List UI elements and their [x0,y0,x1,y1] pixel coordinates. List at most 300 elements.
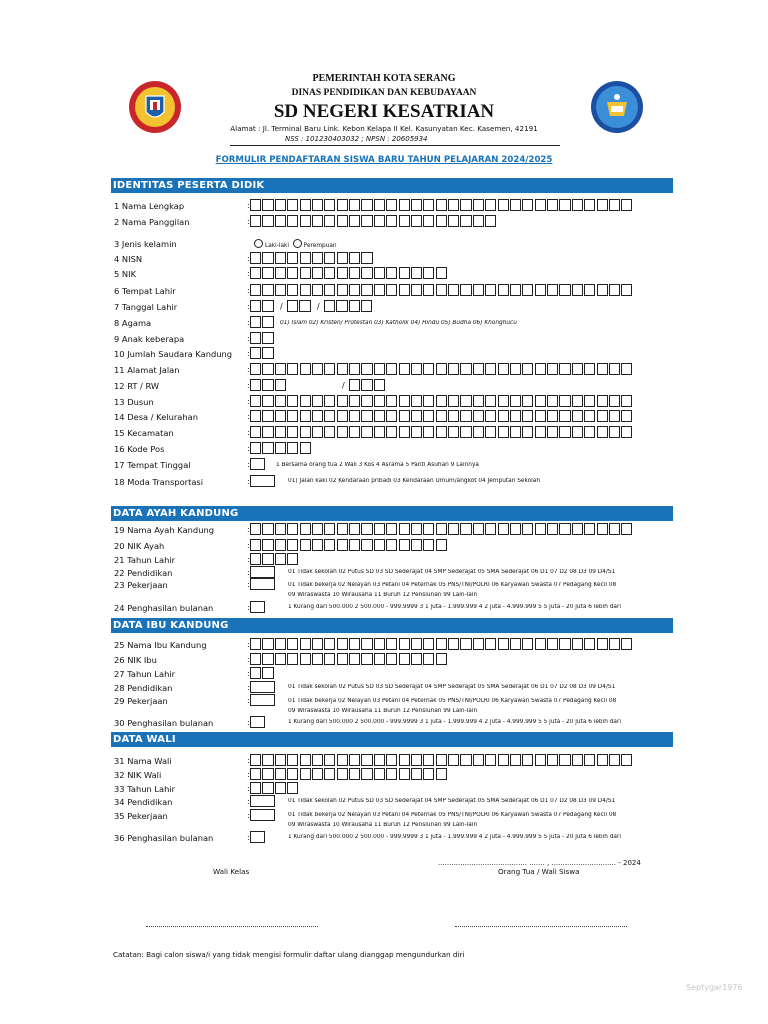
char-box[interactable] [262,332,273,344]
char-box[interactable] [473,426,484,438]
char-box[interactable] [361,539,372,551]
char-box[interactable] [312,267,323,279]
char-box[interactable] [349,638,360,650]
char-box[interactable] [275,426,286,438]
char-box[interactable] [324,252,335,264]
char-box[interactable] [337,284,348,296]
char-box[interactable] [399,523,410,535]
char-box[interactable] [374,638,385,650]
char-box[interactable] [349,199,360,211]
char-box[interactable] [386,410,397,422]
char-box[interactable] [300,363,311,375]
char-box[interactable] [473,363,484,375]
char-box[interactable] [312,363,323,375]
char-box[interactable] [250,284,261,296]
char-box[interactable] [312,215,323,227]
char-box[interactable] [300,426,311,438]
char-box[interactable] [300,754,311,766]
char-box[interactable] [275,284,286,296]
char-box[interactable] [374,215,385,227]
char-box[interactable] [535,199,546,211]
student-input-5[interactable] [250,267,448,279]
char-box[interactable] [423,215,434,227]
char-box[interactable] [584,199,595,211]
char-box[interactable] [436,523,447,535]
char-box[interactable] [250,523,261,535]
char-box[interactable] [547,523,558,535]
student-input-8[interactable] [250,316,275,328]
char-box[interactable] [275,267,286,279]
char-box[interactable] [287,426,298,438]
char-box[interactable] [349,539,360,551]
char-box[interactable] [547,426,558,438]
guardian-input-4[interactable] [250,795,275,807]
char-box[interactable] [584,754,595,766]
char-box[interactable] [324,653,335,665]
char-box[interactable] [485,754,496,766]
char-box[interactable] [361,754,372,766]
char-box[interactable] [275,410,286,422]
student-input-13[interactable] [250,395,634,407]
char-box[interactable] [547,754,558,766]
char-box[interactable] [597,638,608,650]
char-box[interactable] [411,638,422,650]
mother-input-5[interactable] [250,694,275,706]
char-box[interactable] [287,553,298,565]
char-box[interactable] [262,782,273,794]
char-box[interactable] [250,410,261,422]
student-input-18[interactable] [250,475,275,487]
char-box[interactable] [436,363,447,375]
char-box[interactable] [386,215,397,227]
char-box[interactable] [250,215,261,227]
char-box[interactable] [473,215,484,227]
char-box[interactable] [337,267,348,279]
char-box[interactable] [436,199,447,211]
char-box[interactable] [584,395,595,407]
char-box[interactable] [287,539,298,551]
char-box[interactable] [436,215,447,227]
guardian-input-1[interactable] [250,754,634,766]
char-box[interactable] [299,300,310,312]
student-input-7-year[interactable] [324,300,374,312]
mother-input-2[interactable] [250,653,448,665]
char-box[interactable] [312,410,323,422]
char-box[interactable] [510,284,521,296]
char-box[interactable] [324,410,335,422]
char-box[interactable] [386,284,397,296]
char-box[interactable] [287,782,298,794]
char-box[interactable] [597,754,608,766]
char-box[interactable] [386,199,397,211]
char-box[interactable] [436,539,447,551]
char-box[interactable] [324,284,335,296]
char-box[interactable] [399,267,410,279]
char-box[interactable] [411,653,422,665]
char-box[interactable] [349,768,360,780]
char-box[interactable] [337,410,348,422]
char-box[interactable] [448,363,459,375]
char-box[interactable] [324,267,335,279]
char-box[interactable] [349,267,360,279]
char-box[interactable] [423,410,434,422]
char-box[interactable] [374,363,385,375]
char-box[interactable] [621,426,632,438]
char-box[interactable] [287,395,298,407]
char-box[interactable] [597,363,608,375]
student-input-12-rw[interactable] [349,379,386,391]
char-box[interactable] [411,410,422,422]
char-box[interactable] [275,395,286,407]
char-box[interactable] [522,199,533,211]
char-box[interactable] [621,754,632,766]
char-box[interactable] [460,199,471,211]
char-box[interactable] [411,284,422,296]
char-box[interactable] [287,215,298,227]
char-box[interactable] [473,199,484,211]
char-box[interactable] [485,395,496,407]
char-box[interactable] [547,638,558,650]
student-input-9[interactable] [250,332,275,344]
char-box[interactable] [498,523,509,535]
char-box[interactable] [399,215,410,227]
char-box[interactable] [287,252,298,264]
char-box[interactable] [522,638,533,650]
char-box[interactable] [361,252,372,264]
char-box[interactable] [287,653,298,665]
char-box[interactable] [423,284,434,296]
char-box[interactable] [473,638,484,650]
char-box[interactable] [262,267,273,279]
char-box[interactable] [510,523,521,535]
char-box[interactable] [337,215,348,227]
char-box[interactable] [361,395,372,407]
char-box[interactable] [609,395,620,407]
char-box[interactable] [473,523,484,535]
student-input-15[interactable] [250,426,634,438]
char-box[interactable] [621,363,632,375]
char-box[interactable] [473,284,484,296]
char-box[interactable] [349,395,360,407]
char-box[interactable] [498,363,509,375]
char-box[interactable] [423,539,434,551]
char-box[interactable] [275,539,286,551]
char-box[interactable] [250,553,261,565]
char-box[interactable] [547,284,558,296]
char-box[interactable] [423,768,434,780]
char-box[interactable] [510,199,521,211]
char-box[interactable] [337,363,348,375]
char-box[interactable] [300,267,311,279]
char-box[interactable] [448,395,459,407]
char-box[interactable] [399,768,410,780]
char-box[interactable] [337,754,348,766]
char-box[interactable] [609,410,620,422]
char-box[interactable] [275,553,286,565]
char-box[interactable] [324,363,335,375]
char-box[interactable] [300,215,311,227]
char-box[interactable] [250,363,261,375]
char-box[interactable] [522,426,533,438]
char-box[interactable] [361,523,372,535]
char-box[interactable] [361,215,372,227]
char-box[interactable] [584,426,595,438]
char-box[interactable] [386,638,397,650]
char-box[interactable] [399,199,410,211]
char-box[interactable] [287,754,298,766]
char-box[interactable] [262,638,273,650]
char-box[interactable] [411,523,422,535]
char-box[interactable] [460,363,471,375]
student-input-1[interactable] [250,199,634,211]
char-box[interactable] [485,199,496,211]
char-box[interactable] [621,523,632,535]
guardian-input-5[interactable] [250,809,275,821]
char-box[interactable] [262,667,273,679]
char-box[interactable] [423,523,434,535]
char-box[interactable] [287,442,298,454]
char-box[interactable] [250,347,261,359]
char-box[interactable] [312,523,323,535]
char-box[interactable] [324,539,335,551]
char-box[interactable] [250,754,261,766]
char-box[interactable] [361,267,372,279]
char-box[interactable] [448,638,459,650]
char-box[interactable] [498,426,509,438]
char-box[interactable] [547,410,558,422]
char-box[interactable] [572,426,583,438]
char-box[interactable] [250,379,261,391]
char-box[interactable] [324,754,335,766]
char-box[interactable] [336,300,347,312]
char-box[interactable] [287,523,298,535]
char-box[interactable] [572,754,583,766]
char-box[interactable] [448,215,459,227]
father-input-4[interactable] [250,566,275,578]
char-box[interactable] [498,410,509,422]
char-box[interactable] [423,363,434,375]
char-box[interactable] [300,442,311,454]
char-box[interactable] [262,347,273,359]
char-box[interactable] [287,410,298,422]
char-box[interactable] [324,300,335,312]
char-box[interactable] [300,638,311,650]
char-box[interactable] [547,199,558,211]
char-box[interactable] [411,395,422,407]
char-box[interactable] [535,395,546,407]
char-box[interactable] [337,426,348,438]
char-box[interactable] [411,768,422,780]
char-box[interactable] [473,754,484,766]
char-box[interactable] [250,267,261,279]
char-box[interactable] [312,395,323,407]
char-box[interactable] [262,395,273,407]
char-box[interactable] [374,379,385,391]
char-box[interactable] [361,300,372,312]
char-box[interactable] [436,754,447,766]
char-box[interactable] [411,363,422,375]
char-box[interactable] [275,768,286,780]
char-box[interactable] [250,199,261,211]
char-box[interactable] [460,426,471,438]
char-box[interactable] [522,395,533,407]
char-box[interactable] [262,300,273,312]
char-box[interactable] [349,410,360,422]
char-box[interactable] [423,199,434,211]
char-box[interactable] [250,638,261,650]
char-box[interactable] [374,395,385,407]
char-box[interactable] [312,284,323,296]
char-box[interactable] [349,523,360,535]
char-box[interactable] [250,300,261,312]
char-box[interactable] [386,363,397,375]
father-input-2[interactable] [250,539,448,551]
char-box[interactable] [386,653,397,665]
char-box[interactable] [275,379,286,391]
student-input-6[interactable] [250,284,634,296]
teacher-signature-line[interactable] [146,926,318,927]
char-box[interactable] [250,539,261,551]
char-box[interactable] [337,638,348,650]
char-box[interactable] [399,284,410,296]
char-box[interactable] [287,267,298,279]
char-box[interactable] [448,410,459,422]
char-box[interactable] [460,410,471,422]
student-input-2[interactable] [250,215,498,227]
mother-input-4[interactable] [250,681,275,693]
char-box[interactable] [399,653,410,665]
char-box[interactable] [423,653,434,665]
char-box[interactable] [584,638,595,650]
char-box[interactable] [572,523,583,535]
char-box[interactable] [275,653,286,665]
char-box[interactable] [399,754,410,766]
char-box[interactable] [473,410,484,422]
char-box[interactable] [572,284,583,296]
char-box[interactable] [374,539,385,551]
char-box[interactable] [337,395,348,407]
char-box[interactable] [262,754,273,766]
char-box[interactable] [250,252,261,264]
char-box[interactable] [621,395,632,407]
guardian-input-6[interactable] [250,831,265,843]
parent-signature-line[interactable] [455,926,627,927]
char-box[interactable] [621,284,632,296]
char-box[interactable] [423,754,434,766]
char-box[interactable] [275,199,286,211]
char-box[interactable] [460,215,471,227]
char-box[interactable] [597,199,608,211]
char-box[interactable] [559,284,570,296]
char-box[interactable] [448,426,459,438]
radio-female[interactable] [293,239,302,248]
char-box[interactable] [262,379,273,391]
char-box[interactable] [250,426,261,438]
char-box[interactable] [621,410,632,422]
char-box[interactable] [386,267,397,279]
char-box[interactable] [275,442,286,454]
father-input-3[interactable] [250,553,300,565]
char-box[interactable] [485,638,496,650]
char-box[interactable] [361,768,372,780]
char-box[interactable] [559,410,570,422]
char-box[interactable] [473,395,484,407]
char-box[interactable] [399,395,410,407]
char-box[interactable] [510,363,521,375]
char-box[interactable] [535,426,546,438]
char-box[interactable] [597,395,608,407]
char-box[interactable] [300,410,311,422]
char-box[interactable] [572,638,583,650]
char-box[interactable] [436,638,447,650]
char-box[interactable] [460,284,471,296]
char-box[interactable] [361,410,372,422]
char-box[interactable] [399,363,410,375]
char-box[interactable] [460,638,471,650]
char-box[interactable] [287,300,298,312]
char-box[interactable] [250,653,261,665]
char-box[interactable] [399,539,410,551]
char-box[interactable] [485,284,496,296]
student-input-7-day[interactable] [250,300,275,312]
char-box[interactable] [572,363,583,375]
char-box[interactable] [535,523,546,535]
char-box[interactable] [584,410,595,422]
char-box[interactable] [597,410,608,422]
char-box[interactable] [312,199,323,211]
char-box[interactable] [559,523,570,535]
char-box[interactable] [621,199,632,211]
char-box[interactable] [510,426,521,438]
char-box[interactable] [399,638,410,650]
char-box[interactable] [300,199,311,211]
char-box[interactable] [374,410,385,422]
char-box[interactable] [411,426,422,438]
char-box[interactable] [349,426,360,438]
char-box[interactable] [250,768,261,780]
char-box[interactable] [522,284,533,296]
student-input-16[interactable] [250,442,312,454]
char-box[interactable] [250,442,261,454]
char-box[interactable] [324,638,335,650]
char-box[interactable] [609,199,620,211]
char-box[interactable] [559,199,570,211]
char-box[interactable] [559,426,570,438]
char-box[interactable] [312,539,323,551]
char-box[interactable] [349,379,360,391]
char-box[interactable] [374,199,385,211]
char-box[interactable] [411,215,422,227]
char-box[interactable] [275,363,286,375]
char-box[interactable] [597,426,608,438]
char-box[interactable] [522,523,533,535]
char-box[interactable] [572,410,583,422]
char-box[interactable] [349,363,360,375]
guardian-input-3[interactable] [250,782,300,794]
char-box[interactable] [262,199,273,211]
char-box[interactable] [312,768,323,780]
student-input-11[interactable] [250,363,634,375]
char-box[interactable] [411,267,422,279]
father-input-1[interactable] [250,523,634,535]
char-box[interactable] [498,199,509,211]
char-box[interactable] [349,300,360,312]
char-box[interactable] [374,284,385,296]
char-box[interactable] [287,768,298,780]
char-box[interactable] [535,410,546,422]
char-box[interactable] [337,653,348,665]
char-box[interactable] [547,363,558,375]
